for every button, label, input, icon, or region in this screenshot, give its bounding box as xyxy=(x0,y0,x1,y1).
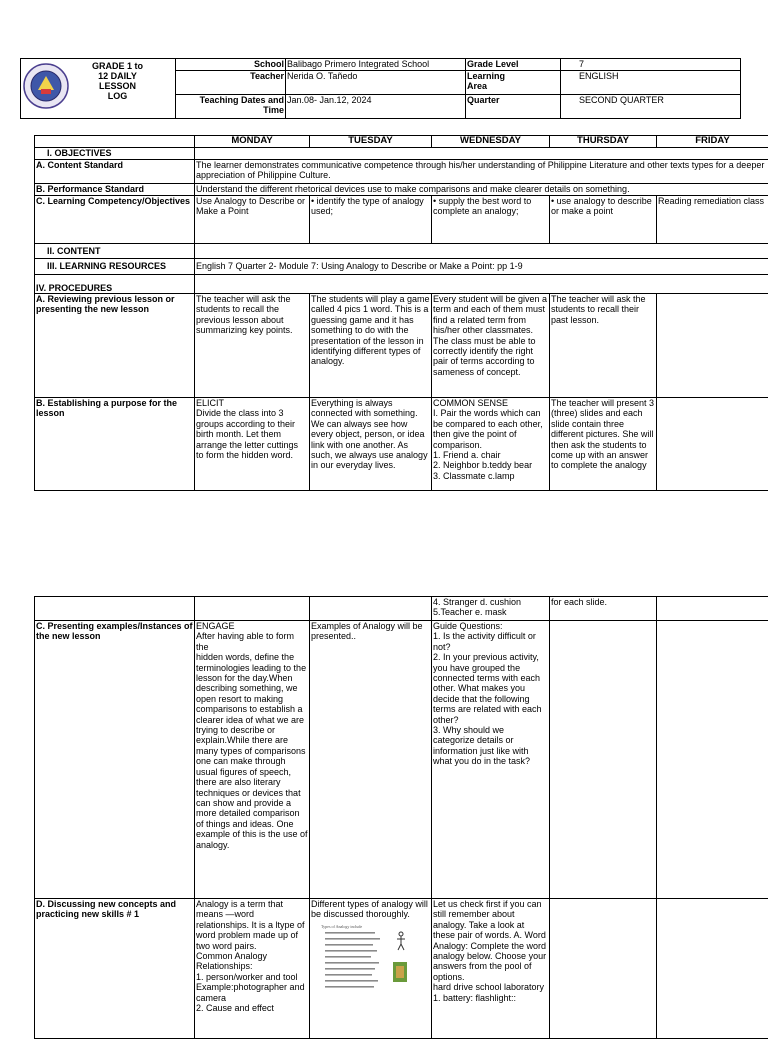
dll-title: GRADE 1 to 12 DAILY LESSON LOG xyxy=(61,61,174,101)
content-heading: II. CONTENT xyxy=(35,244,195,259)
grade-level-value: 7 xyxy=(561,59,741,71)
day-header-thursday: THURSDAY xyxy=(550,136,657,148)
procedure-d-label: D. Discussing new concepts and practicing new skills # 1 xyxy=(35,899,195,1039)
procedure-b-thursday: The teacher will present 3 (three) slides and each slide contain three different pictures. She will then ask the students to come up with an answer to complete the analogy xyxy=(550,398,657,491)
procedure-d-thursday xyxy=(550,899,657,1039)
quarter-value: SECOND QUARTER xyxy=(561,95,741,119)
procedure-d-wednesday: Let us check first if you can still remember about analogy. Take a look at these pair of words. A. Word Analogy: Complete the word analogy below. Choose your answers from the pool of options. hard drive school laboratory 1. battery: flashlight:: xyxy=(432,899,550,1039)
competency-monday: Use Analogy to Describe or Make a Point xyxy=(195,196,310,244)
continued-wednesday: 4. Stranger d. cushion 5.Teacher e. mask xyxy=(432,597,550,621)
quarter-label: Quarter xyxy=(466,95,561,119)
teaching-dates-value: Jan.08- Jan.12, 2024 xyxy=(286,95,466,119)
procedure-a-monday: The teacher will ask the students to recall the previous lesson about summarizing key points. xyxy=(195,294,310,398)
procedure-c-monday: ENGAGE After having able to form the hidden words, define the terminologies leading to the lesson for the day.When describing something, we open resort to making comparisons to establish a clearer idea of what we are trying to describe or explain.While there are many types of comparisons one can make through usual figures of speech, there are also literary techniques or devices that can show and provide a more detailed comparison of things and ideas. One example of this is the use of analogy. xyxy=(195,621,310,899)
procedure-b-monday: ELICIT Divide the class into 3 groups according to their birth month. Let them arrange the letter cuttings to form the hidden word. xyxy=(195,398,310,491)
lesson-log-table-part2 xyxy=(34,596,768,1039)
procedure-c-label: C. Presenting examples/Instances of the new lesson xyxy=(35,621,195,899)
teaching-dates-label: Teaching Dates and Time xyxy=(176,95,286,119)
lesson-log-table-part1 xyxy=(34,135,768,491)
day-header-tuesday: TUESDAY xyxy=(310,136,432,148)
analogy-image-caption: Types of Analogy include xyxy=(321,924,362,929)
header-table xyxy=(20,58,741,119)
procedure-c-wednesday: Guide Questions: 1. Is the activity difficult or not? 2. In your previous activity, you have grouped the connected terms with each other. What makes you decide that the following terms are related with each other? 3. Why should we categorize details or information just like with what you do in the task? xyxy=(432,621,550,899)
procedure-d-tuesday: Different types of analogy will be discussed thoroughly. xyxy=(311,899,430,920)
continued-tuesday xyxy=(310,597,432,621)
analogy-types-list-graphic xyxy=(315,930,419,1018)
procedure-a-wednesday: Every student will be given a term and each of them must find a related term from his/her other classmates. The class must be able to correctly identify the right pair of terms according to sameness of concept. xyxy=(432,294,550,398)
teacher-value: Nerida O. Tañedo xyxy=(286,71,466,95)
procedure-b-tuesday: Everything is always connected with something. We can always see how every object, person, or idea link with one another. As such, we always use analogy in our everyday lives. xyxy=(310,398,432,491)
procedure-d-friday xyxy=(657,899,768,1039)
competency-tuesday: • identify the type of analogy used; xyxy=(310,196,432,244)
continued-monday xyxy=(195,597,310,621)
procedure-a-label: A. Reviewing previous lesson or presenting the new lesson xyxy=(35,294,195,398)
procedure-c-thursday xyxy=(550,621,657,899)
day-header-friday: FRIDAY xyxy=(657,136,768,148)
procedure-c-tuesday: Examples of Analogy will be presented.. xyxy=(310,621,432,899)
learning-resources-text: English 7 Quarter 2- Module 7: Using Analogy to Describe or Make a Point: pp 1-9 xyxy=(195,259,768,275)
procedure-b-friday xyxy=(657,398,768,491)
content-standard-label: A. Content Standard xyxy=(35,160,195,184)
procedure-b-wednesday: COMMON SENSE I. Pair the words which can be compared to each other, then give the point of comparison. 1. Friend a. chair 2. Neighbor b.teddy bear 3. Classmate c.lamp xyxy=(432,398,550,491)
performance-standard-label: B. Performance Standard xyxy=(35,184,195,196)
procedure-a-tuesday: The students will play a game called 4 pics 1 word. This is a guessing game and it has something to do with the presentation of the lesson in identifying different types of analogy. xyxy=(310,294,432,398)
performance-standard-text: Understand the different rhetorical devices use to make comparisons and make clearer details on something. xyxy=(195,184,768,196)
competency-wednesday: • supply the best word to complete an analogy; xyxy=(432,196,550,244)
procedures-heading: IV. PROCEDURES xyxy=(35,275,195,294)
continued-thursday: for each slide. xyxy=(550,597,657,621)
learning-area-value: ENGLISH xyxy=(561,71,741,95)
procedure-a-thursday: The teacher will ask the students to recall their past lesson. xyxy=(550,294,657,398)
procedure-d-monday: Analogy is a term that means —word relationships. It is a ltype of word problem made up of two word pairs. Common Analogy Relationships: 1. person/worker and tool Example:photographer and camera 2. Cause and effect xyxy=(195,899,310,1039)
objectives-heading: I. OBJECTIVES xyxy=(35,148,195,160)
competency-friday: Reading remediation class xyxy=(657,196,768,244)
teacher-label: Teacher xyxy=(176,71,286,95)
competency-label: C. Learning Competency/Objectives xyxy=(35,196,195,244)
learning-area-label: Learning Area xyxy=(466,71,561,95)
day-header-wednesday: WEDNESDAY xyxy=(432,136,550,148)
day-header-monday: MONDAY xyxy=(195,136,310,148)
competency-thursday: • use analogy to describe or make a point xyxy=(550,196,657,244)
analogy-types-image xyxy=(311,922,430,1012)
procedure-c-friday xyxy=(657,621,768,899)
continued-friday xyxy=(657,597,768,621)
procedure-a-friday xyxy=(657,294,768,398)
content-standard-text: The learner demonstrates communicative competence through his/her understanding of Philippine Literature and other texts types for a deeper appreciation of Philippine Culture. xyxy=(195,160,768,184)
school-value: Balibago Primero Integrated School xyxy=(286,59,466,71)
grade-level-label: Grade Level xyxy=(466,59,561,71)
procedure-b-label: B. Establishing a purpose for the lesson xyxy=(35,398,195,491)
learning-resources-heading: III. LEARNING RESOURCES xyxy=(35,259,195,275)
school-label: School xyxy=(176,59,286,71)
